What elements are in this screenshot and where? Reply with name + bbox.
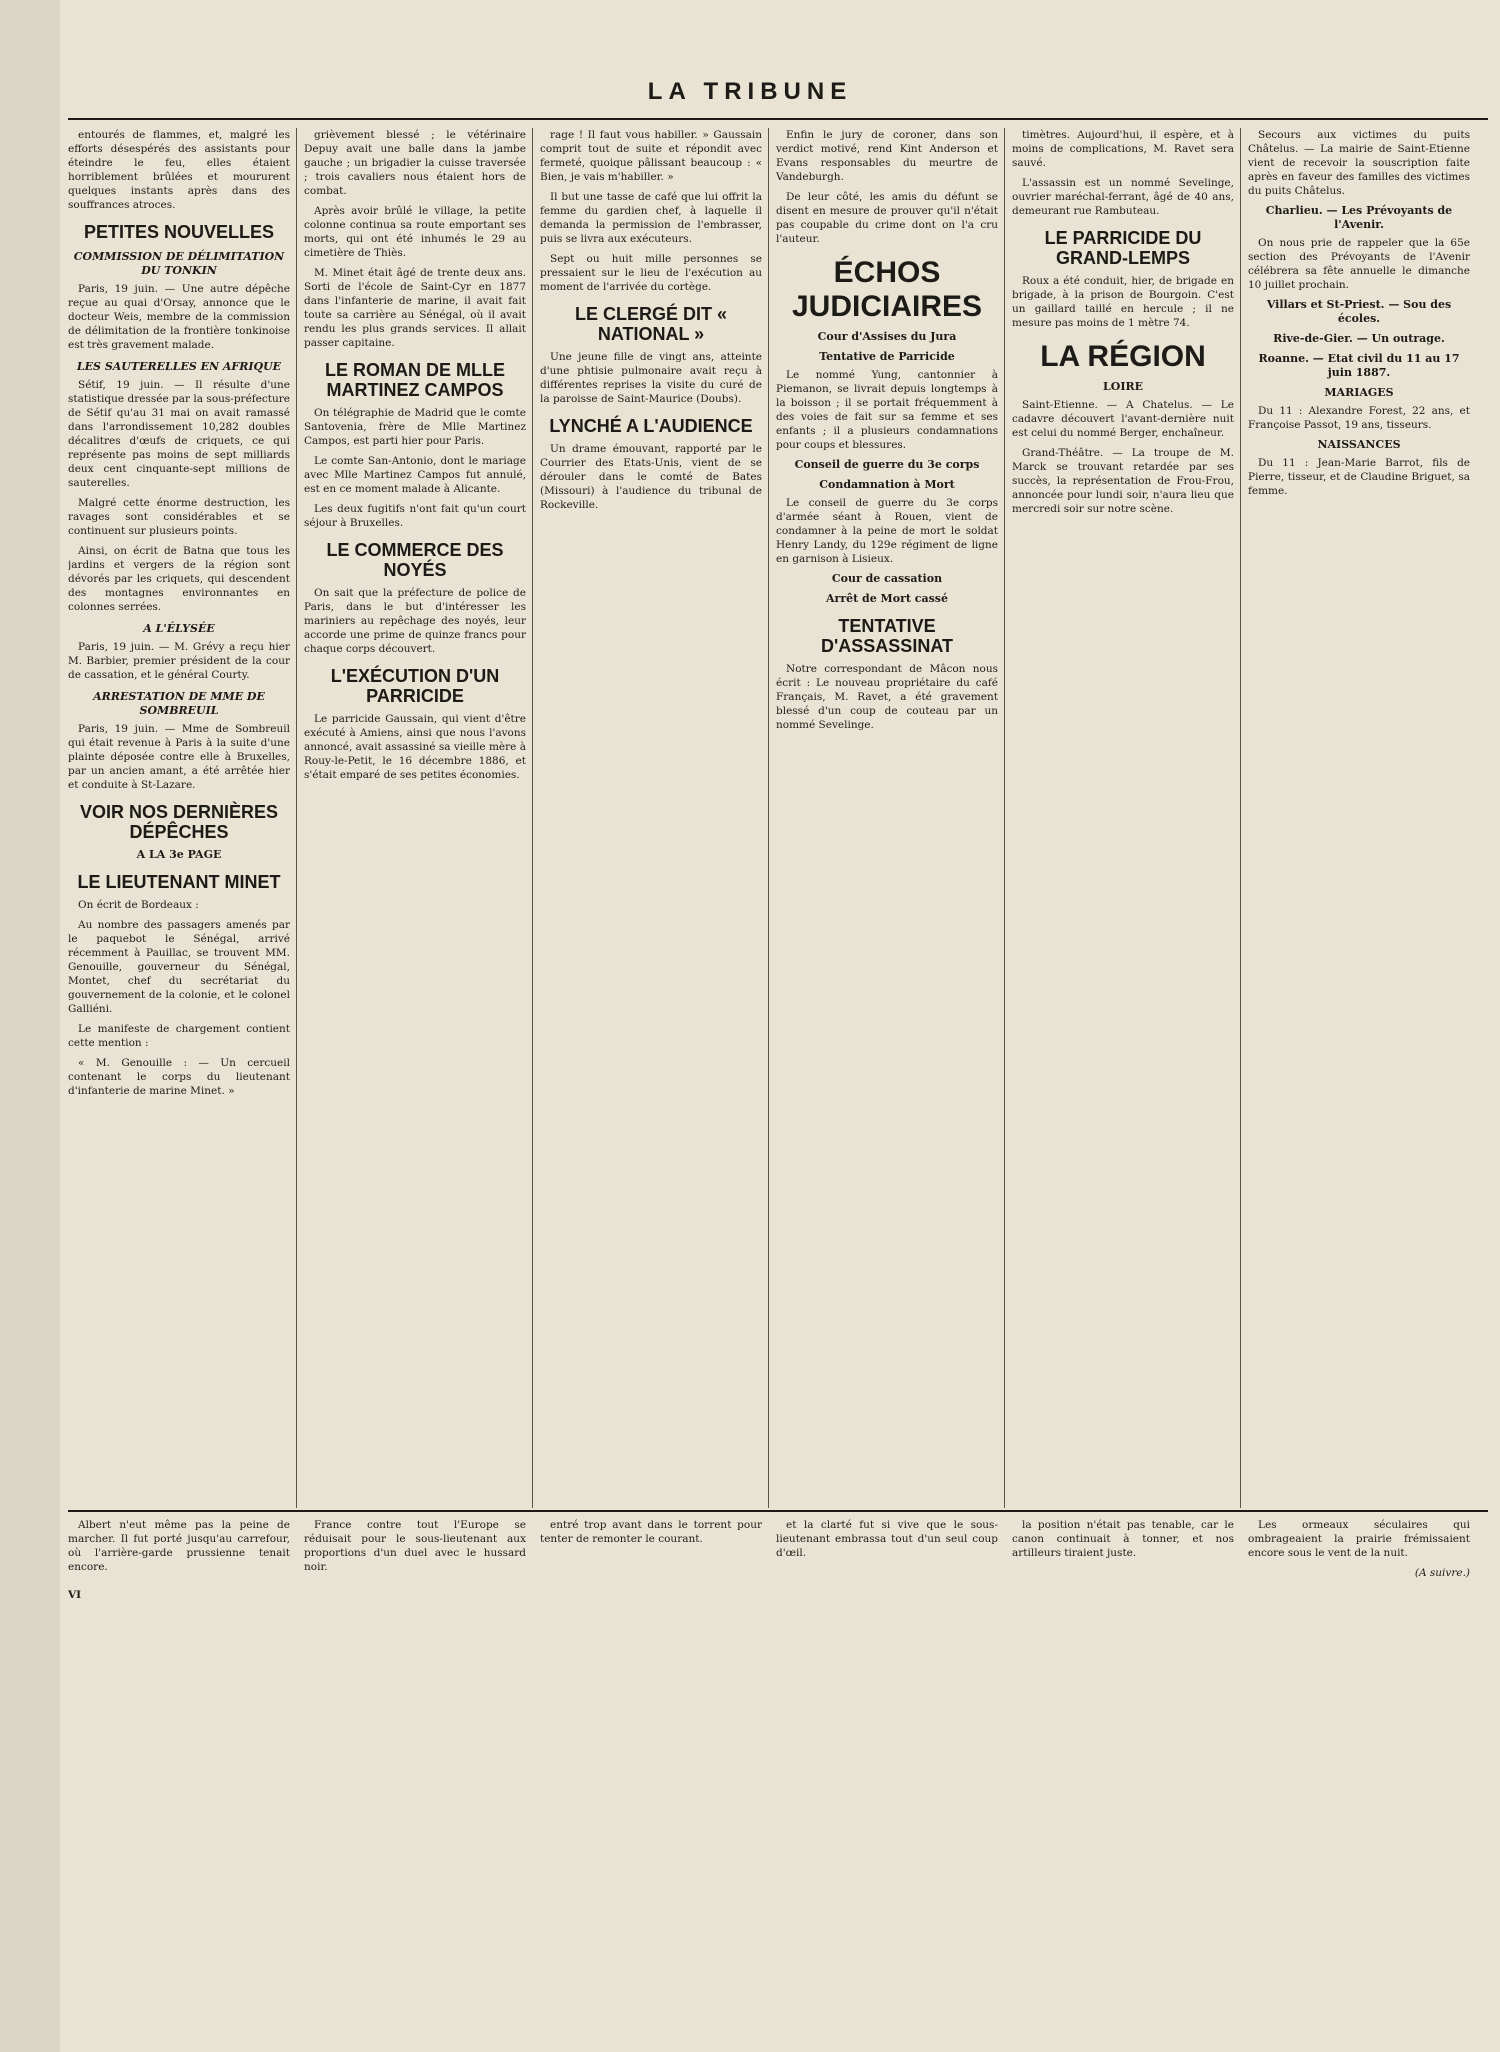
roman-text-2: Le comte San-Antonio, dont le mariage avec Mlle Martinez Campos fut annulé, est en ce moment malade à Alicante. xyxy=(304,455,526,495)
heading-depeches: VOIR NOS DERNIÈRES DÉPÊCHES xyxy=(79,802,279,842)
minet-text-2: Au nombre des passagers amenés par le paquebot le Sénégal, arrivé récemment à Pauillac, se trouvent MM. Genouille, gouverneur du Sénégal, Montet, chef du secrétariat du gouvernement de la colonie, et le colonel Galliéni. xyxy=(68,919,290,1015)
masthead-rule xyxy=(68,118,1488,120)
loire-text-2: Grand-Théâtre. — La troupe de M. Marck se trouvant retardée par ses succès, la représentation de Frou-Frou, annoncée pour lundi soir, n'aura lieu que mercredi soir sur notre scène. xyxy=(1012,447,1234,515)
heading-lynche: LYNCHÉ A L'AUDIENCE xyxy=(549,416,753,436)
sauterelles-text: Sétif, 19 juin. — Il résulte d'une statistique dressée par la sous-préfecture de Sétif qu'au 31 mai on avait ramassé dans l'arrondissement 10,282 doubles décalitres d'œufs de criquets, ce qui représente pas moins de sept milliards deux cent cinquante-sept millions de sauterelles. xyxy=(68,379,290,489)
sauterelles-text-2: Malgré cette énorme destruction, les ravages sont considérables et se continuent sur plusieurs points. xyxy=(68,497,290,537)
subheading-elysee: A L'ÉLYSÉE xyxy=(143,622,215,635)
subheading-sauterelles: LES SAUTERELLES EN AFRIQUE xyxy=(76,360,282,373)
column-5 xyxy=(1012,128,1234,1508)
column-separator xyxy=(532,128,533,1508)
paragraph: grièvement blessé ; le vétérinaire Depuy avait une balle dans la jambe gauche ; un brigadier la cuisse traversée ; trois cavaliers nous étaient hors de combat. xyxy=(304,129,526,197)
commerce-text: On sait que la préfecture de police de Paris, dans le but d'intéresser les mariniers au repêchage des noyés, leur accorde une prime de quinze francs pour chaque corps découvert. xyxy=(304,587,526,655)
top-columns xyxy=(68,128,1488,1508)
feuilleton-column-3 xyxy=(540,1518,762,2038)
masthead: LA TRIBUNE xyxy=(647,78,853,105)
paragraph: De leur côté, les amis du défunt se disent en mesure de prouver qu'il n'était pas coupable du crime dont on l'a cru l'auteur. xyxy=(776,191,998,245)
assises-text: Le nommé Yung, cantonnier à Piemanon, se livrait depuis longtemps à la boisson ; il se portait fréquemment à des voies de fait sur sa femme et ses enfants ; il a plusieurs condamnations pour coups et blessures. xyxy=(776,369,998,451)
arrestation-text: Paris, 19 juin. — Mme de Sombreuil qui était revenue à Paris à la suite d'une plainte déposée contre elle à Bruxelles, par un ancien amant, a été arrêtée hier et conduite à St-Lazare. xyxy=(68,723,290,791)
tentative-text: Notre correspondant de Mâcon nous écrit : Le nouveau propriétaire du café Français, M. Ravet, a été gravement blessé d'un coup de couteau par un nommé Sevelinge. xyxy=(776,663,998,731)
column-separator xyxy=(768,128,769,1508)
heading-clerge-national: LE CLERGÉ DIT « NATIONAL » xyxy=(574,304,727,344)
minet-text-4: « M. Genouille : — Un cercueil contenant le corps du lieutenant d'infanterie de marine Minet. » xyxy=(68,1057,290,1097)
subheading-arrestation: ARRESTATION DE MME DE SOMBREUIL xyxy=(93,690,265,717)
column-3 xyxy=(540,128,762,1508)
charlieu-text: On nous prie de rappeler que la 65e section des Prévoyants de l'Avenir célébrera sa fête annuelle le dimanche 10 juillet prochain. xyxy=(1248,237,1470,291)
column-1 xyxy=(68,128,290,1508)
feuilleton-paragraph: Les ormeaux séculaires qui ombrageaient la prairie frémissaient encore sous le vent de la nuit. xyxy=(1248,1519,1470,1559)
feuilleton-paragraph: entré trop avant dans le torrent pour tenter de remonter le courant. xyxy=(540,1519,762,1545)
chapter-heading: VI xyxy=(68,1588,82,1601)
subheading-arret: Arrêt de Mort cassé xyxy=(826,592,948,605)
paragraph: Il but une tasse de café que lui offrit la femme du gardien chef, à laquelle il demanda la permission de l'embrasser, puis se livra aux exécuteurs. xyxy=(540,191,762,245)
clerge-text: Une jeune fille de vingt ans, atteinte d'une phtisie pulmonaire avait reçu à différentes reprises la visite du curé de la paroisse de Saint-Maurice (Doubs). xyxy=(540,351,762,405)
paragraph: Enfin le jury de coroner, dans son verdict motivé, rend Kint Anderson et Evans responsables du meurtre de Vandeburgh. xyxy=(776,129,998,183)
article-continuation: entourés de flammes, et, malgré les efforts désespérés des assistants pour éteindre le feu, elles étaient horriblement brûlées et moururent quelques instants après dans des souffrances atroces. xyxy=(68,129,290,211)
paragraph: Après avoir brûlé le village, la petite colonne continua sa route emportant ses morts, qui ont été inhumés le 29 au cimetière de Thiès. xyxy=(304,205,526,259)
heading-tentative-assassinat: TENTATIVE D'ASSASSINAT xyxy=(821,616,953,656)
naissances-text: Du 11 : Jean-Marie Barrot, fils de Pierre, tisseur, et de Claudine Briguet, sa femme. xyxy=(1248,457,1470,497)
minet-text: On écrit de Bordeaux : xyxy=(78,899,199,911)
feuilleton-paragraph: Albert n'eut même pas la peine de marcher. Il fut porté jusqu'au carrefour, où l'arrière-garde prussienne tenait encore. xyxy=(68,1519,290,1573)
column-separator xyxy=(296,128,297,1508)
subheading-loire: LOIRE xyxy=(1103,380,1143,393)
heading-lieutenant-minet: LE LIEUTENANT MINET xyxy=(77,872,281,892)
subheading-roanne: Roanne. — Etat civil du 11 au 17 juin 1887. xyxy=(1258,352,1460,379)
subheading-commission: COMMISSION DE DÉLIMITATION DU TONKIN xyxy=(73,250,285,277)
feuilleton-column-6 xyxy=(1248,1518,1470,2038)
feuilleton-column-2 xyxy=(304,1518,526,2038)
page-spine-shadow xyxy=(0,0,60,2052)
feuilleton-columns xyxy=(68,1518,1488,2038)
paragraph: Sept ou huit mille personnes se pressaient sur le lieu de l'exécution au moment de l'arrivée du cortège. xyxy=(540,253,762,293)
column-4 xyxy=(776,128,998,1508)
commission-text: Paris, 19 juin. — Une autre dépêche reçue au quai d'Orsay, annonce que le docteur Weis, membre de la commission de délimitation de la frontière tonkinoise est très gravement malade. xyxy=(68,283,290,351)
feuilleton-column-1 xyxy=(68,1518,290,2038)
subheading-guerre: Conseil de guerre du 3e corps xyxy=(794,458,980,471)
heading-grand-lemps: LE PARRICIDE DU GRAND-LEMPS xyxy=(1044,228,1202,268)
subheading-assises: Cour d'Assises du Jura xyxy=(817,330,957,343)
sauterelles-text-3: Ainsi, on écrit de Batna que tous les jardins et vergers de la région sont dévorés par les criquets, qui descendent des montagnes environnantes en colonnes serrées. xyxy=(68,545,290,613)
roman-text: On télégraphie de Madrid que le comte Santovenia, frère de Mlle Martinez Campos, est parti hier pour Paris. xyxy=(304,407,526,447)
subheading-villars: Villars et St-Priest. — Sou des écoles. xyxy=(1266,298,1452,325)
heading-petites-nouvelles: PETITES NOUVELLES xyxy=(83,222,275,242)
feuilleton-paragraph: France contre tout l'Europe se réduisait pour le sous-lieutenant aux proportions d'un duel avec le hussard noir. xyxy=(304,1519,526,1573)
loire-text: Saint-Etienne. — A Chatelus. — Le cadavre découvert l'avant-dernière nuit est celui du nommé Berger, enchaîneur. xyxy=(1012,399,1234,439)
feuilleton-column-5 xyxy=(1012,1518,1234,2038)
lemps-text: Roux a été conduit, hier, de brigade en brigade, à la prison de Bourgoin. C'est un gaillard taillé en hercule ; il ne mesure pas moins de 1 mètre 74. xyxy=(1012,275,1234,329)
subheading-cassation: Cour de cassation xyxy=(831,572,943,585)
column-separator xyxy=(1004,128,1005,1508)
subheading-tentative-parricide: Tentative de Parricide xyxy=(819,350,955,363)
heading-roman-martinez: LE ROMAN DE MLLE MARTINEZ CAMPOS xyxy=(325,360,505,400)
elysee-text: Paris, 19 juin. — M. Grévy a reçu hier M. Barbier, premier président de la cour de cassation, et le général Courty. xyxy=(68,641,290,681)
heading-echos-judiciaires: ÉCHOS JUDICIAIRES xyxy=(791,256,983,323)
column-2 xyxy=(304,128,526,1508)
paragraph: rage ! Il faut vous habiller. » Gaussain comprit tout de suite et répondit avec fermeté, quoique pâlissant beaucoup : « Bien, je vais m'habiller. » xyxy=(540,129,762,183)
subheading-rive: Rive-de-Gier. — Un outrage. xyxy=(1273,332,1445,345)
subheading-depeches: A LA 3e PAGE xyxy=(136,848,222,861)
paragraph: L'assassin est un nommé Sevelinge, ouvrier maréchal-ferrant, âgé de 40 ans, demeurant rue Rambuteau. xyxy=(1012,177,1234,217)
column-6 xyxy=(1248,128,1470,1508)
heading-commerce-noyes: LE COMMERCE DES NOYÉS xyxy=(326,540,504,580)
paragraph: Secours aux victimes du puits Châtelus. — La mairie de Saint-Etienne vient de recevoir la souscription faite après en faveur des familles des victimes du puits Châtelus. xyxy=(1248,129,1470,197)
feuilleton-paragraph: la position n'était pas tenable, car le canon continuait à tonner, et nos artilleurs tiraient juste. xyxy=(1012,1519,1234,1559)
roman-text-3: Les deux fugitifs n'ont fait qu'un court séjour à Bruxelles. xyxy=(304,503,526,529)
minet-text-3: Le manifeste de chargement contient cette mention : xyxy=(68,1023,290,1049)
feuilleton-rule xyxy=(68,1510,1488,1512)
paragraph: timètres. Aujourd'hui, il espère, et à moins de complications, M. Ravet sera sauvé. xyxy=(1012,129,1234,169)
heading-la-region: LA RÉGION xyxy=(1040,340,1206,373)
feuilleton-paragraph: et la clarté fut si vive que le sous-lieutenant embrassa tout d'un seul coup d'œil. xyxy=(776,1519,998,1559)
paragraph: M. Minet était âgé de trente deux ans. Sorti de l'école de Saint-Cyr en 1877 dans l'infanterie de marine, il avait fait toute sa carrière au Sénégal, où il avait rendu les plus grands services. Il allait passer capitaine. xyxy=(304,267,526,349)
subheading-charlieu: Charlieu. — Les Prévoyants de l'Avenir. xyxy=(1265,204,1453,231)
lynche-text: Un drame émouvant, rapporté par le Courrier des Etats-Unis, vient de se dérouler dans le comté de Bates (Missouri) à l'audience du tribunal de Rockeville. xyxy=(540,443,762,511)
heading-execution-parricide: L'EXÉCUTION D'UN PARRICIDE xyxy=(330,666,500,706)
mariages-text: Du 11 : Alexandre Forest, 22 ans, et Françoise Passot, 19 ans, tisseurs. xyxy=(1248,405,1470,431)
column-separator xyxy=(1240,128,1241,1508)
to-be-continued: (A suivre.) xyxy=(1414,1567,1470,1579)
parricide-text: Le parricide Gaussain, qui vient d'être exécuté à Amiens, ainsi que nous l'avons annoncé, avait assassiné sa vieille mère à Rouy-le-Petit, le 16 décembre 1886, et s'était emparé de ses petites économies. xyxy=(304,713,526,781)
subheading-naissances: NAISSANCES xyxy=(1317,438,1401,451)
guerre-text: Le conseil de guerre du 3e corps d'armée séant à Rouen, vient de condamner à la peine de mort le soldat Henry Landy, du 129e régiment de ligne en garnison à Lisieux. xyxy=(776,497,998,565)
feuilleton-column-4 xyxy=(776,1518,998,2038)
subheading-condamnation: Condamnation à Mort xyxy=(819,478,955,491)
subheading-mariages: MARIAGES xyxy=(1324,386,1394,399)
